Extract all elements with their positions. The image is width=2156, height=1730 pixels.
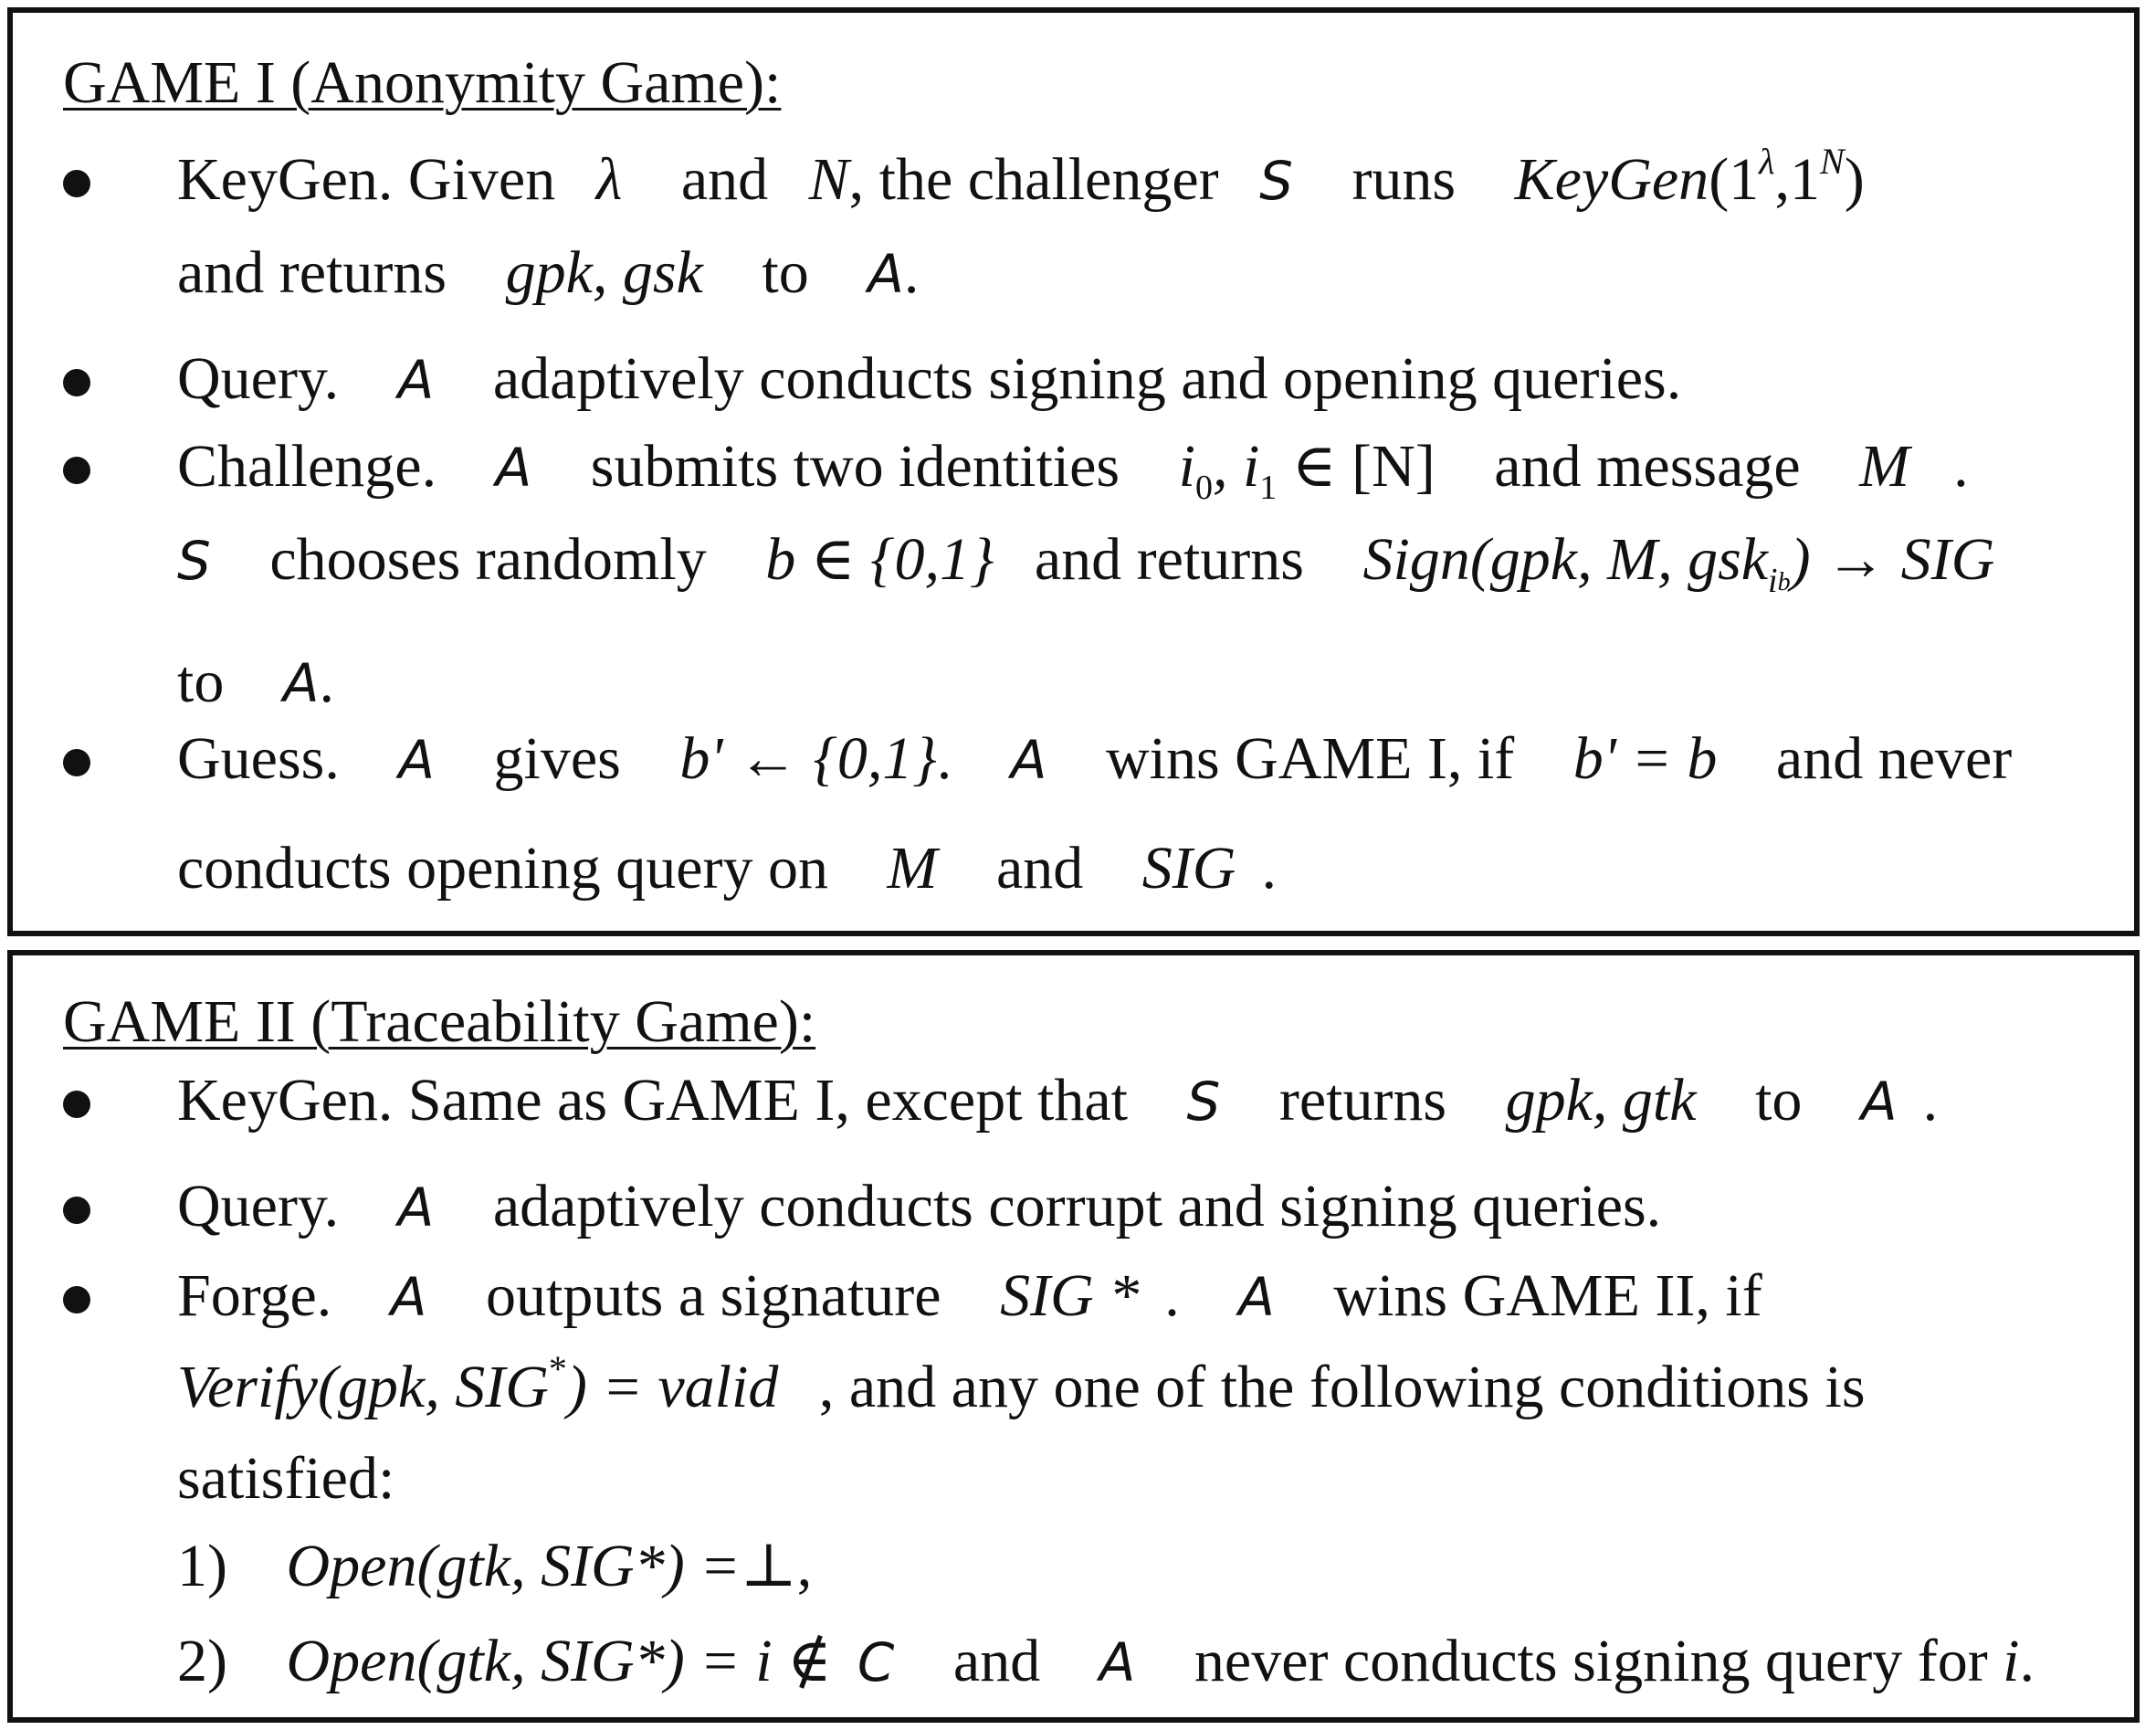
condition-2-expression: (gtk, SIG*) = i ∉	[416, 1628, 832, 1694]
challenge-label: Challenge.	[177, 433, 437, 500]
guess-label: Guess.	[177, 725, 340, 792]
challenge-returns-text: and returns	[1034, 526, 1304, 593]
condition-2-and: and	[952, 1628, 1041, 1694]
guess-condition: b' = b	[1572, 725, 1718, 792]
forged-signature: SIG *	[1000, 1262, 1140, 1329]
game-two-box	[7, 950, 2140, 1723]
keygen-and: and	[680, 146, 769, 213]
bullet-guess	[63, 749, 90, 776]
keygen-challenger-text: , the challenger	[848, 146, 1219, 213]
adversary-symbol: A	[282, 652, 320, 714]
message-symbol: M	[887, 835, 938, 902]
adversary-symbol: A	[390, 1266, 427, 1328]
condition-1-number: 1)	[177, 1533, 227, 1599]
condition-1-comma: ,	[796, 1533, 813, 1599]
query-label: Query.	[177, 1173, 340, 1239]
keygen-returns-text: and returns	[177, 239, 447, 306]
bullet-query	[63, 369, 90, 396]
keygen-function: KeyGen	[1514, 146, 1709, 213]
keygen-args-open: (1	[1709, 146, 1760, 213]
guess-never-text: and never	[1775, 725, 2013, 792]
bullet-keygen	[63, 170, 90, 197]
bullet-keygen	[63, 1091, 90, 1118]
bullet-query	[63, 1197, 90, 1224]
verify-function: Verify	[177, 1354, 318, 1420]
keygen-returns: returns	[1278, 1067, 1447, 1134]
open-function: Open	[286, 1533, 417, 1599]
guess-period: .	[936, 725, 952, 792]
adversary-symbol: A	[1010, 729, 1047, 791]
challenge-chooses-text: chooses randomly	[269, 526, 707, 593]
lambda-symbol: λ	[595, 146, 623, 213]
guess-gives: gives	[493, 725, 621, 792]
keygen-keys: gpk, gtk	[1505, 1067, 1697, 1134]
identity-range: ∈ [N]	[1277, 433, 1436, 500]
keygen-runs: runs	[1351, 146, 1457, 213]
keygen-sup-lambda: λ	[1759, 141, 1775, 182]
query-text: adaptively conducts signing and opening queries.	[492, 345, 1682, 412]
adversary-symbol: A	[1099, 1631, 1136, 1693]
sign-output: ) → SIG	[1790, 526, 1995, 593]
forge-period: .	[1164, 1262, 1180, 1329]
sign-sub-i: i	[1768, 562, 1778, 600]
identity-sub-1: 1	[1259, 469, 1278, 507]
challenge-to: to	[177, 649, 225, 715]
keygen-args-mid: ,1	[1774, 146, 1820, 213]
forge-conditions-text: , and any one of the following conditions is	[818, 1354, 1866, 1420]
challenger-symbol: S	[177, 530, 211, 592]
challenge-period-2: .	[319, 649, 335, 715]
bullet-challenge	[63, 457, 90, 484]
adversary-symbol: A	[397, 1176, 435, 1239]
adversary-symbol: A	[868, 243, 904, 305]
keygen-keys: gpk, gsk	[505, 239, 703, 306]
condition-1-expression: (gtk, SIG*) =⊥	[416, 1533, 797, 1599]
guess-bit: b' ← {0,1}	[679, 725, 937, 792]
adversary-symbol: A	[398, 729, 436, 791]
keygen-to: to	[762, 239, 809, 306]
sign-subsub-b: b	[1777, 568, 1791, 596]
verify-sup-star: *	[548, 1348, 567, 1389]
condition-2-text: never conducts signing query for	[1194, 1628, 1988, 1694]
guess-wins-text: wins GAME I, if	[1105, 725, 1515, 792]
keygen-args-close: )	[1844, 146, 1865, 213]
keygen-sup-n: N	[1820, 141, 1845, 182]
corrupt-set-symbol: C	[857, 1631, 895, 1693]
query-text: adaptively conducts corrupt and signing queries.	[492, 1173, 1662, 1239]
keygen-label: KeyGen. Given	[177, 146, 556, 213]
condition-2-number: 2)	[177, 1628, 227, 1694]
forge-wins-text: wins GAME II, if	[1333, 1262, 1762, 1329]
n-symbol: N	[808, 146, 849, 213]
bullet-forge	[63, 1286, 90, 1313]
sign-function: Sign	[1362, 526, 1470, 593]
game-one-box	[7, 7, 2140, 936]
guess-period-2: .	[1261, 835, 1277, 902]
verify-result: ) = valid	[566, 1354, 779, 1420]
forge-outputs-text: outputs a signature	[485, 1262, 941, 1329]
identity-sub-0: 0	[1194, 469, 1213, 507]
challenge-message-text: and message	[1494, 433, 1801, 500]
identity-comma: , i	[1212, 433, 1260, 500]
adversary-symbol: A	[1238, 1266, 1275, 1328]
keygen-period: .	[903, 239, 920, 306]
adversary-symbol: A	[1860, 1071, 1898, 1133]
game-one-title: GAME I (Anonymity Game):	[63, 49, 782, 116]
keygen-to: to	[1755, 1067, 1803, 1134]
challenge-period: .	[1953, 433, 1969, 500]
condition-2-period: .	[2019, 1628, 2035, 1694]
challenger-symbol: S	[1259, 150, 1293, 212]
forge-satisfied-text: satisfied:	[177, 1445, 395, 1512]
game-two-title: GAME II (Traceability Game):	[63, 988, 816, 1055]
sign-args: (gpk, M, gsk	[1469, 526, 1769, 593]
guess-and: and	[996, 835, 1084, 902]
adversary-symbol: A	[397, 349, 435, 411]
keygen-period: .	[1922, 1067, 1939, 1134]
challenger-symbol: S	[1186, 1071, 1221, 1133]
challenge-text: submits two identities	[590, 433, 1120, 500]
guess-opening-text: conducts opening query on	[177, 835, 829, 902]
message-symbol: M	[1859, 433, 1910, 500]
adversary-symbol: A	[495, 437, 532, 499]
random-bit: b ∈ {0,1}	[765, 526, 994, 593]
open-function: Open	[286, 1628, 417, 1694]
signature-symbol: SIG	[1141, 835, 1236, 902]
identity-i: i	[2003, 1628, 2020, 1694]
identity-i: i	[1178, 433, 1195, 500]
keygen-text: KeyGen. Same as GAME I, except that	[177, 1067, 1129, 1134]
query-label: Query.	[177, 345, 340, 412]
verify-args: (gpk, SIG	[317, 1354, 549, 1420]
forge-label: Forge.	[177, 1262, 332, 1329]
